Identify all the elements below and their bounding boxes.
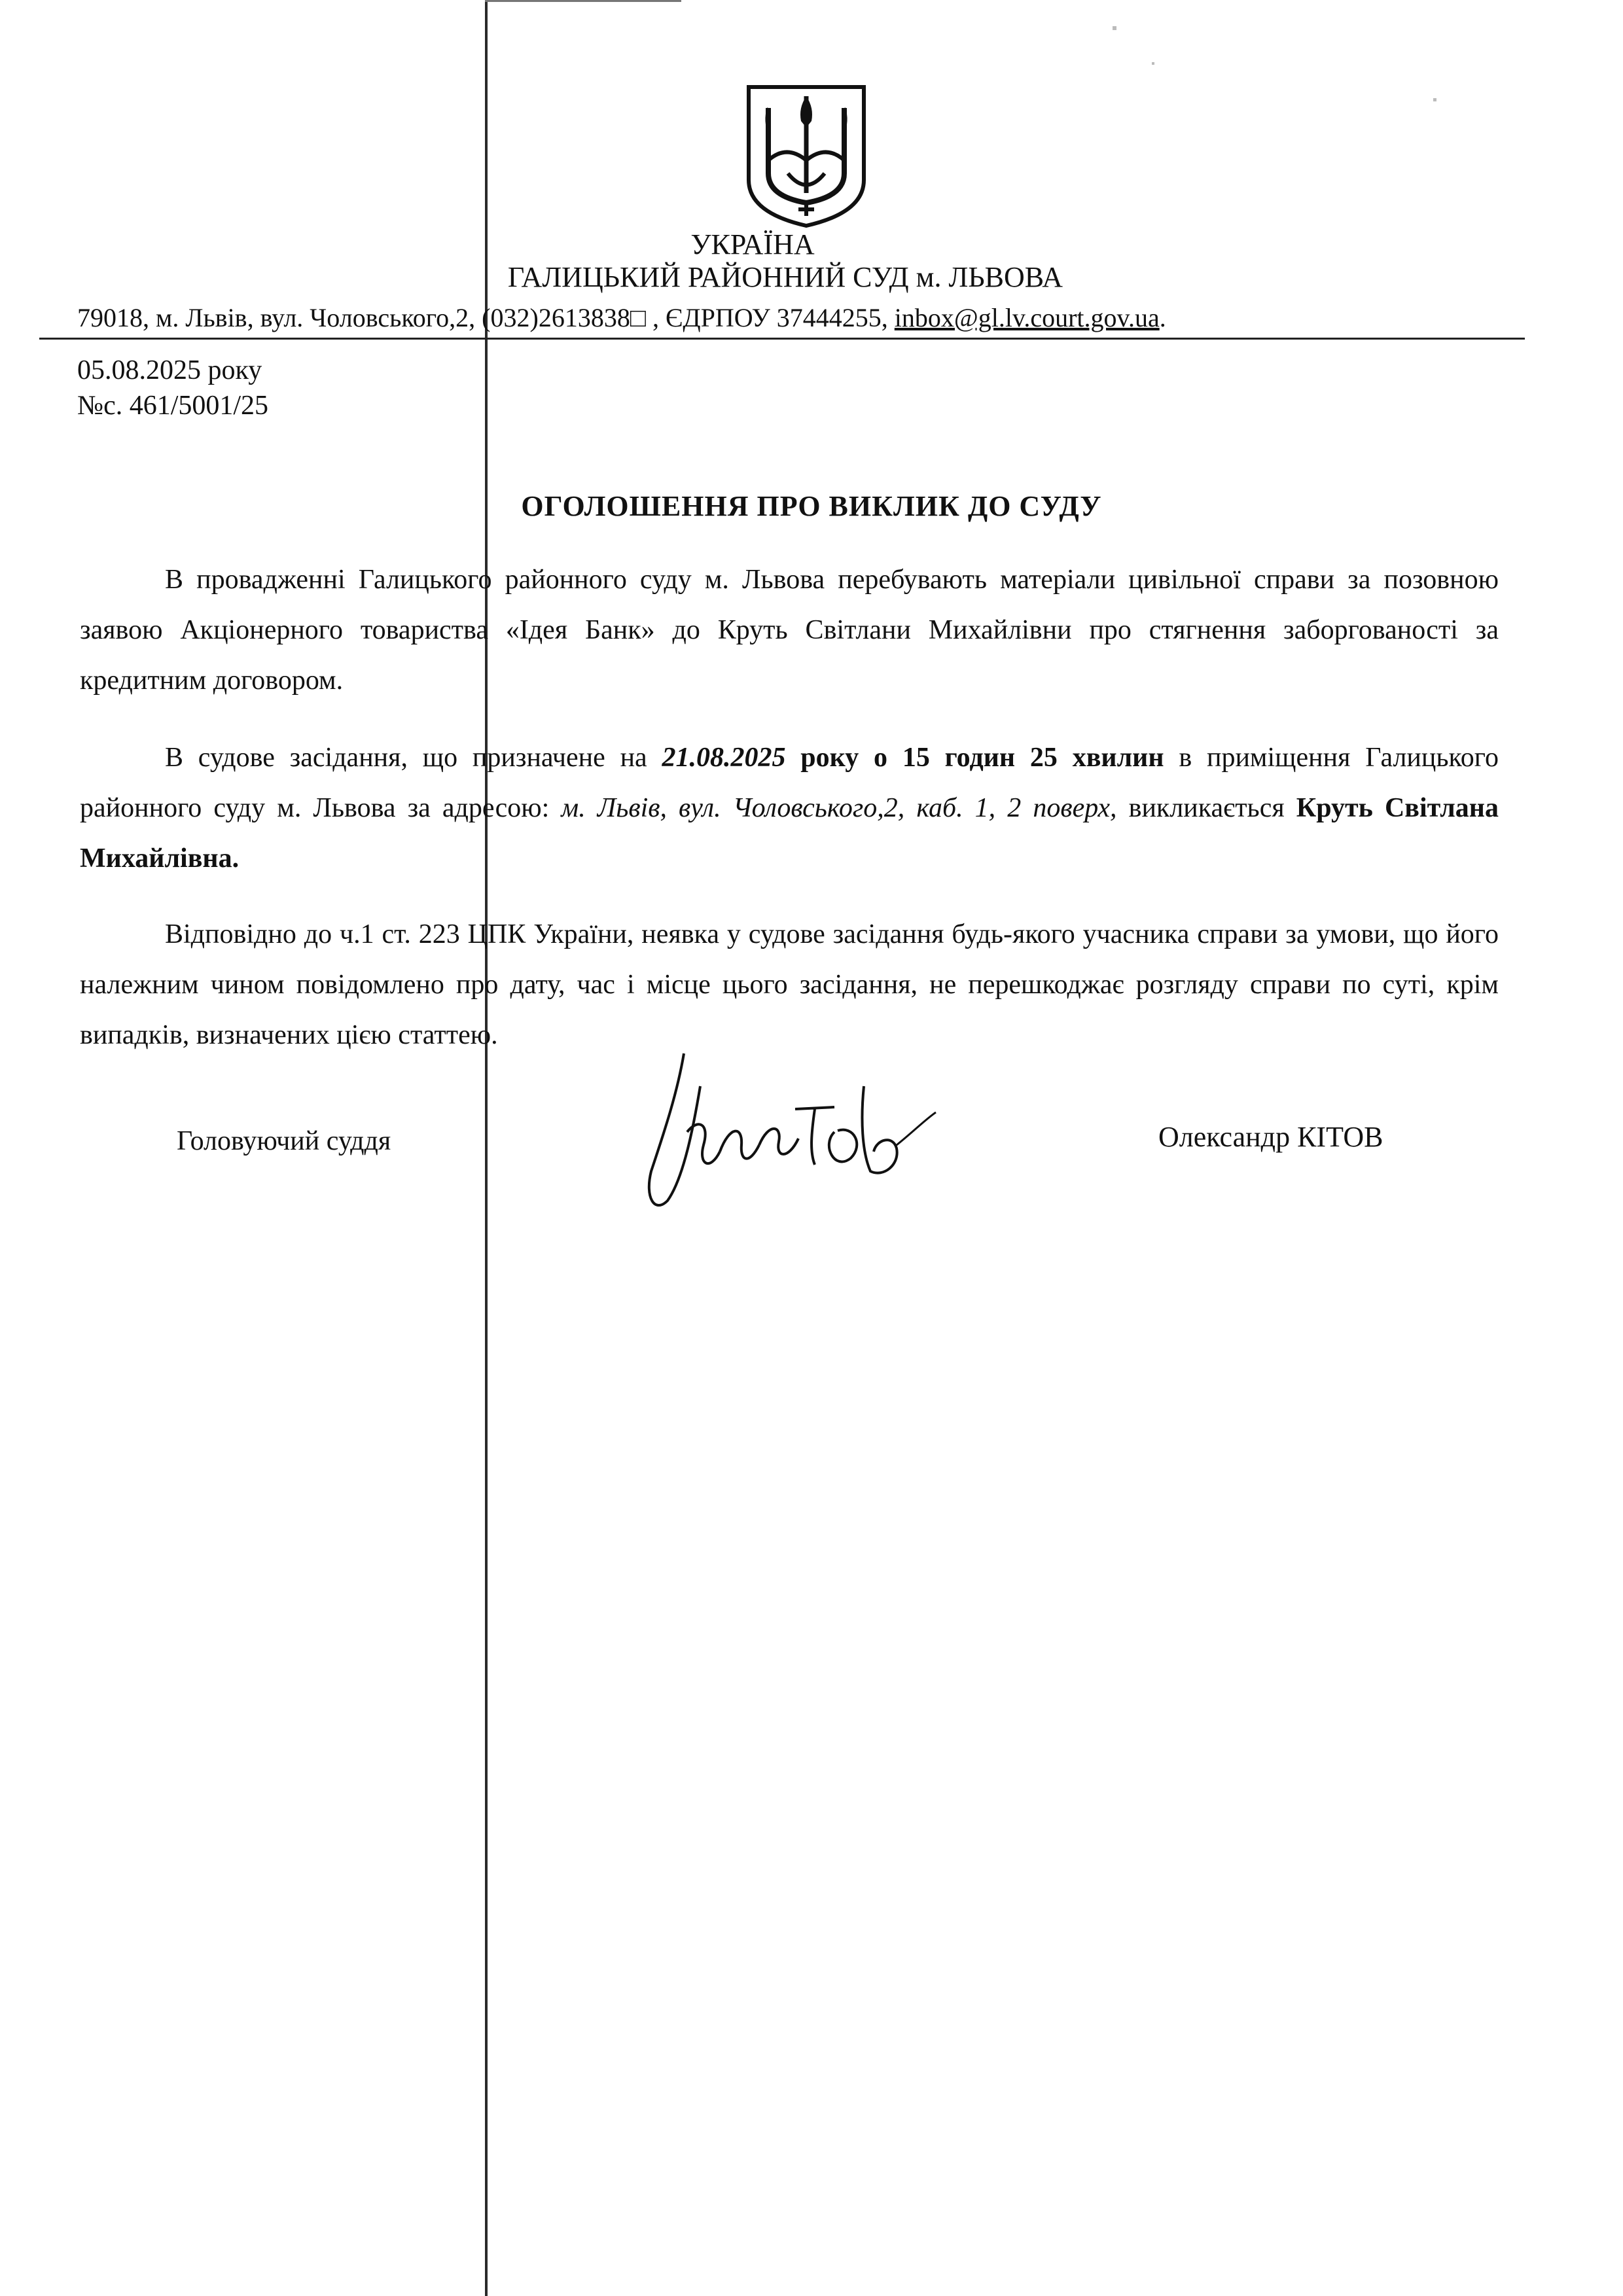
paragraph-hearing	[80, 733, 1499, 884]
paragraph-text: Відповідно до ч.1 ст. 223 ЦПК України, неявка у судове засідання будь-якого учасника справи за умови, що його належним чином повідомлено про дату, час і місце цього засідання, не перешкоджає розгляду справи по суті, крім випадків, визначених цією статтею.	[80, 919, 1499, 1050]
email-link[interactable]: inbox@gl.lv.court.gov.ua	[894, 303, 1160, 332]
scan-speck	[1152, 62, 1154, 65]
signatory-role: Головуючий суддя	[177, 1126, 391, 1156]
hearing-time: року о 15 годин 25 хвилин	[785, 743, 1164, 773]
hearing-date: 21.08.2025	[662, 743, 786, 773]
hearing-address: м. Львів, вул. Чоловського,2, каб. 1, 2 поверх,	[561, 793, 1117, 823]
handwritten-signature	[638, 1047, 946, 1237]
paragraph-text: В провадженні Галицького районного суду м. Львова перебувають матеріали цивільної справи за позовною заявою Акціонерного товариства «Ідея Банк» до Круть Світлани Михайлівни про стягнення заборгованості за кредитним договором.	[80, 565, 1499, 696]
coat-of-arms-icon	[741, 82, 872, 229]
header-divider	[39, 338, 1525, 340]
scan-edge	[485, 0, 681, 2]
hearing-text-2: в приміщення Галицького районного суду м. Львова за адресою:	[80, 743, 1499, 823]
hearing-text-3: викликається	[1116, 793, 1296, 823]
court-contacts	[77, 302, 1497, 333]
scan-speck	[1113, 26, 1116, 30]
contacts-text: 79018, м. Львів, вул. Чоловського,2, (032)2613838□ , ЄДРПОУ 37444255,	[77, 303, 895, 332]
court-name: ГАЛИЦЬКИЙ РАЙОННИЙ СУД м. ЛЬВОВА	[507, 261, 1063, 293]
scan-fold-line	[485, 0, 488, 2296]
summoned-person: Круть Світлана Михайлівна.	[80, 793, 1499, 874]
contacts-suffix: .	[1159, 303, 1166, 332]
hearing-text-1: В судове засідання, що призначене на	[165, 743, 662, 773]
paragraph-legal-basis	[80, 910, 1499, 1061]
document-title: ОГОЛОШЕННЯ ПРО ВИКЛИК ДО СУДУ	[521, 490, 1102, 522]
scan-speck	[1433, 98, 1436, 101]
signatory-name: Олександр КІТОВ	[1158, 1121, 1383, 1153]
document-date: 05.08.2025 року	[77, 355, 262, 385]
case-number: №с. 461/5001/25	[77, 391, 269, 421]
country-name: УКРАЇНА	[690, 228, 815, 260]
paragraph-proceedings	[80, 555, 1499, 706]
